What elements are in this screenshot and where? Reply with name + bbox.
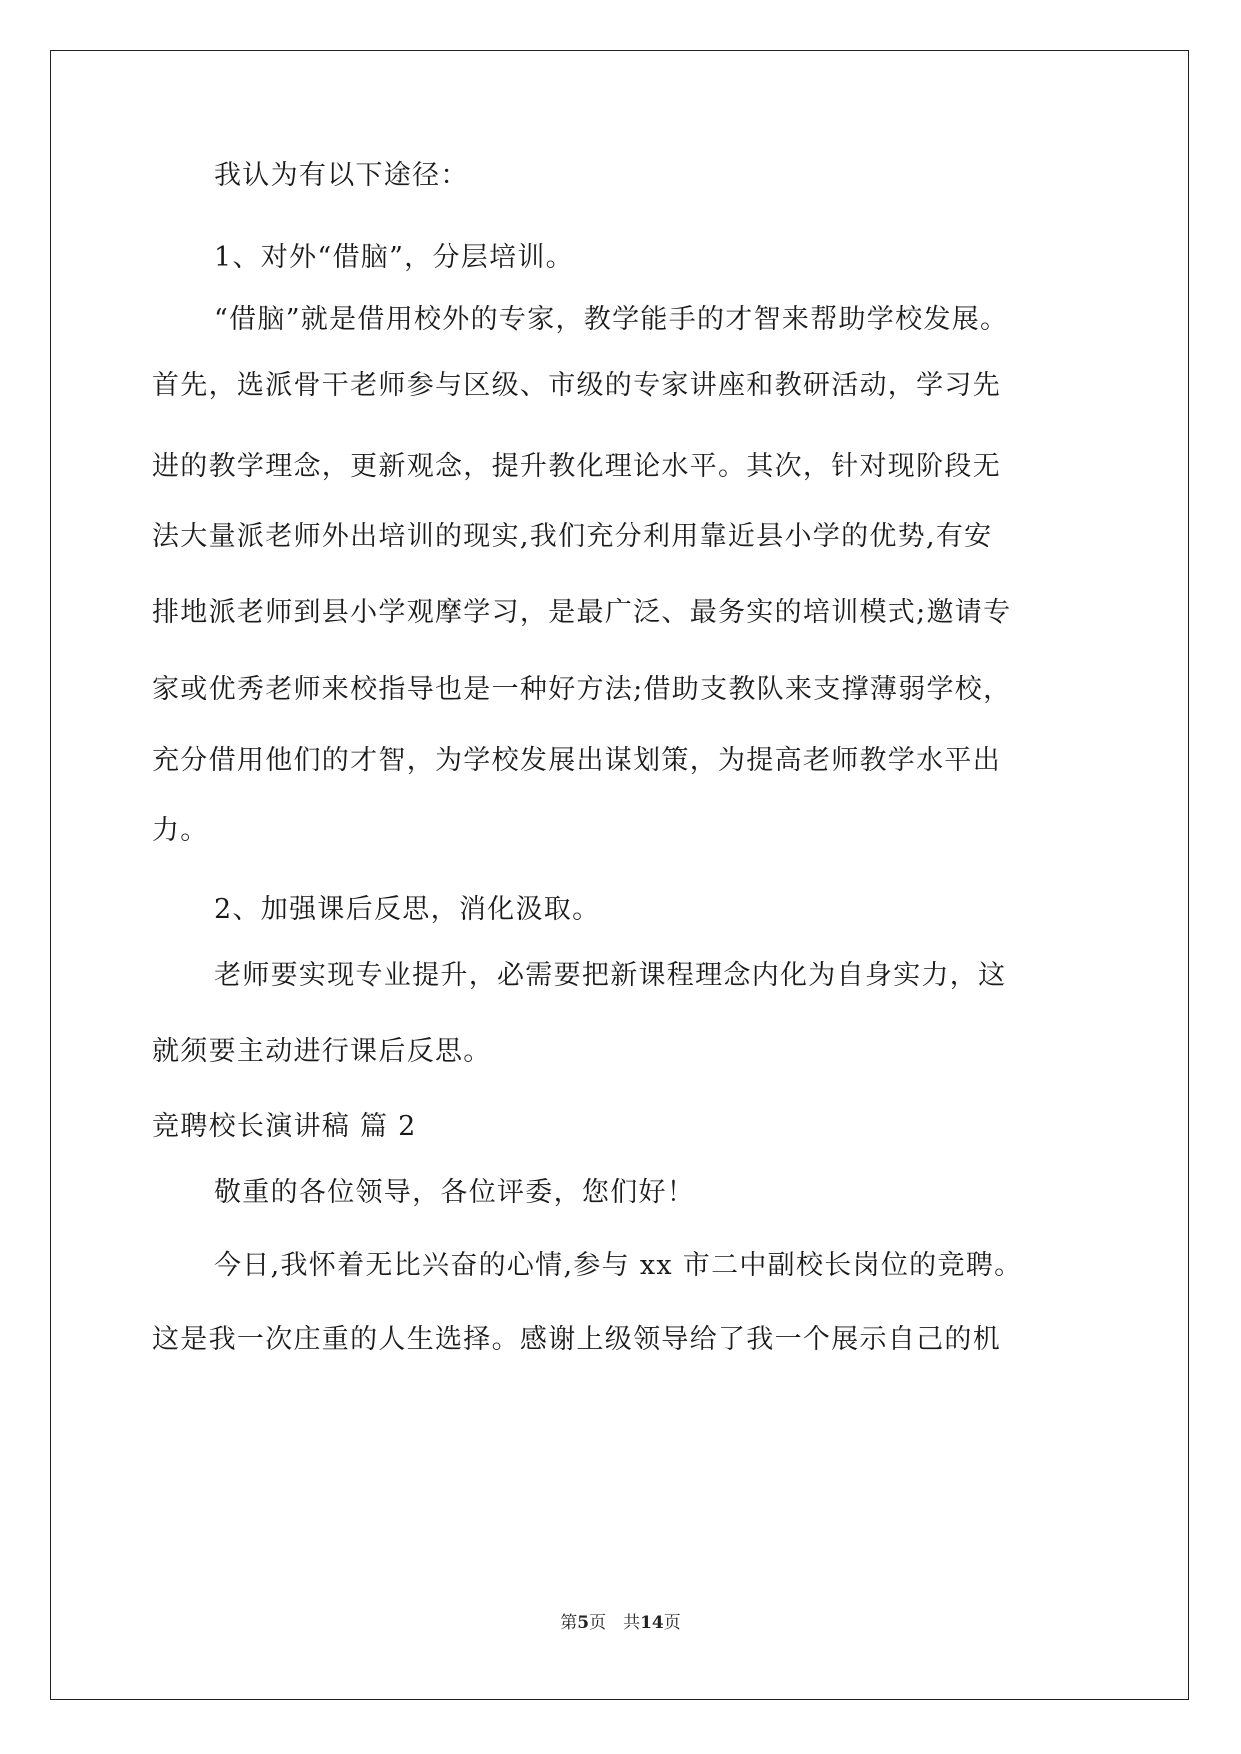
paragraph-line: 排地派老师到县小学观摩学习，是最广泛、最务实的培训模式;邀请专 [152, 597, 1012, 628]
paragraph-line: 这是我一次庄重的人生选择。感谢上级领导给了我一个展示自己的机 [152, 1324, 1001, 1355]
page-total: 14 [640, 1613, 664, 1633]
paragraph-line: 首先，选派骨干老师参与区级、市级的专家讲座和教研活动，学习先 [152, 370, 1001, 401]
paragraph-line: 老师要实现专业提升，必需要把新课程理念内化为自身实力，这 [214, 960, 1007, 991]
document-title: 竞聘校长演讲稿 篇 2 [152, 1111, 417, 1142]
page-footer [0, 1608, 1241, 1633]
paragraph-line: 进的教学理念，更新观念，提升教化理论水平。其次，针对现阶段无 [152, 451, 1001, 482]
paragraph-line: “借脑”就是借用校外的专家，教学能手的才智来帮助学校发展。 [214, 304, 1009, 335]
paragraph-line: 就须要主动进行课后反思。 [152, 1036, 492, 1067]
paragraph-line: 今日,我怀着无比兴奋的心情,参与 xx 市二中副校长岗位的竞聘。 [214, 1250, 1023, 1281]
salutation: 敬重的各位领导，各位评委，您们好！ [214, 1177, 696, 1208]
page-prefix: 第 [560, 1613, 578, 1633]
paragraph-line: 充分借用他们的才智，为学校发展出谋划策，为提高老师教学水平出 [152, 745, 1001, 776]
page-current: 5 [577, 1613, 590, 1633]
page-suffix: 页 [663, 1613, 681, 1633]
section-heading: 2、加强课后反思，消化汲取。 [214, 894, 601, 925]
page-border [50, 50, 1189, 1700]
paragraph-line: 法大量派老师外出培训的现实,我们充分利用靠近县小学的优势,有安 [152, 521, 993, 552]
paragraph-line: 力。 [152, 815, 209, 846]
paragraph-line: 家或优秀老师来校指导也是一种好方法;借助支教队来支撑薄弱学校， [152, 674, 1012, 705]
page-mid: 页 共 [589, 1613, 641, 1633]
paragraph-line: 我认为有以下途径： [214, 160, 469, 191]
section-heading: 1、对外“借脑”，分层培训。 [214, 242, 574, 273]
